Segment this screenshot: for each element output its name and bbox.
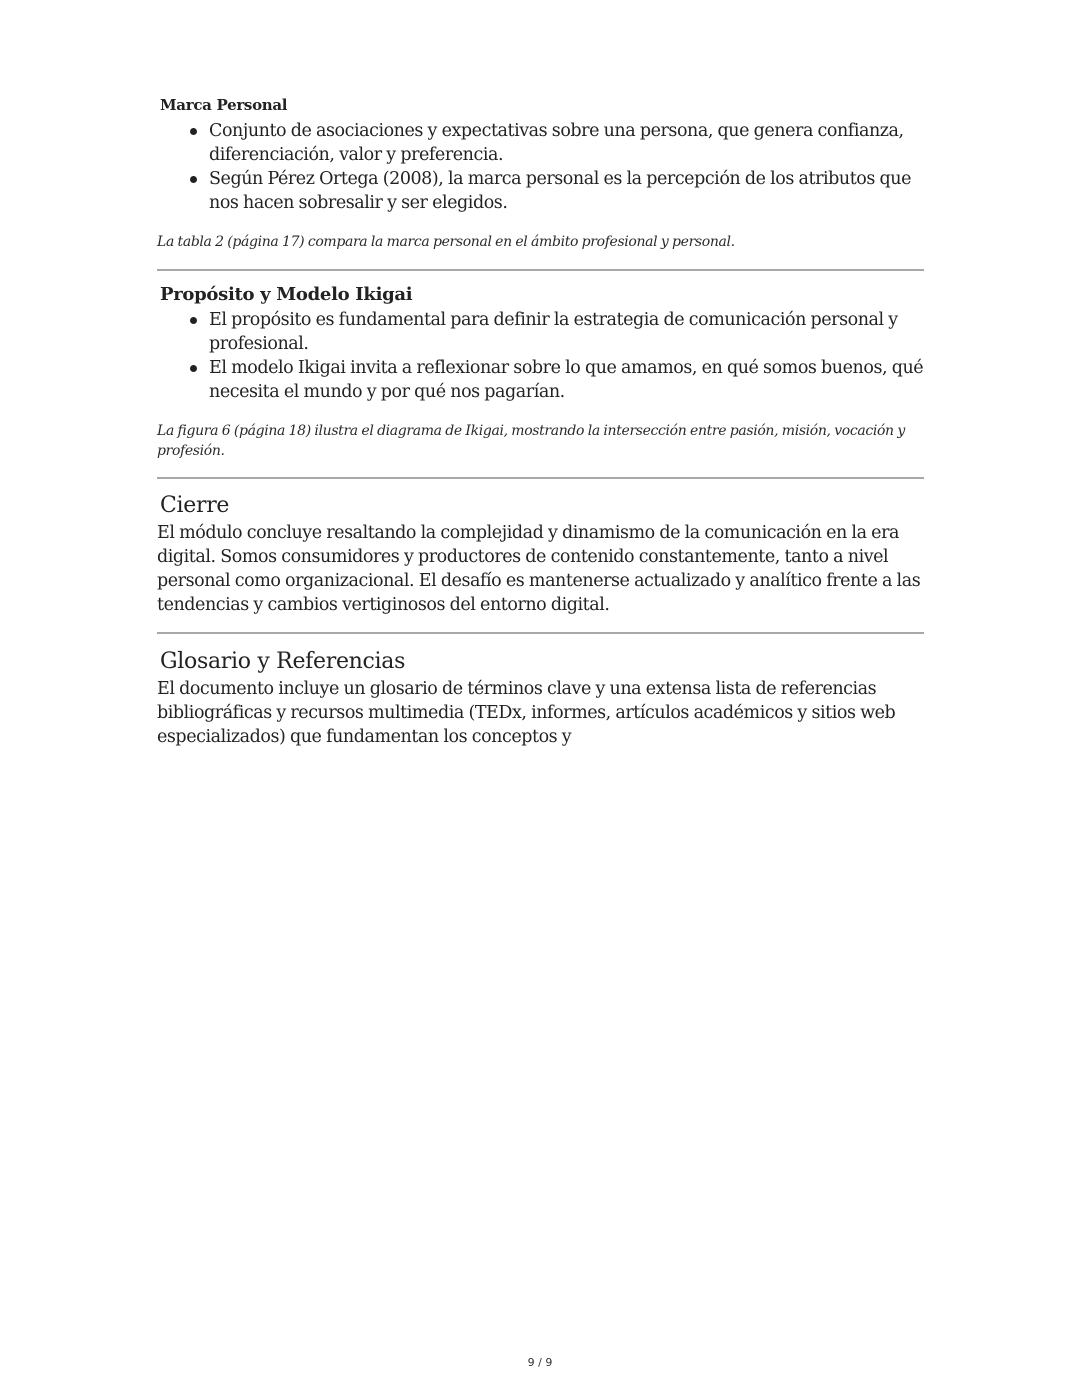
figure-caption: La figura 6 (página 18) ilustra el diagrama de Ikigai, mostrando la intersección entre pasión, misión, vocación y profesión. [157, 423, 905, 459]
section-heading: Propósito y Modelo Ikigai [160, 284, 413, 305]
section-marca-personal [157, 93, 927, 252]
section-body: El módulo concluye resaltando la complejidad y dinamismo de la comunicación en la era digital. Somos consumidores y productores de contenido constantemente, tanto a nivel personal como organizacional. El desafío es mantenerse actualizado y analítico frente a las tendencias y cambios vertiginosos del entorno digital. [157, 523, 921, 615]
list-item-text: Según Pérez Ortega (2008), la marca personal es la percepción de los atributos que nos hacen sobresalir y ser elegidos. [209, 169, 911, 213]
section-proposito-ikigai [157, 282, 927, 461]
list-item [209, 167, 927, 215]
section-body: El documento incluye un glosario de términos clave y una extensa lista de referencias bibliográficas y recursos multimedia (TEDx, informes, artículos académicos y sitios web especializados) que fundamentan los conceptos y [157, 679, 896, 747]
section-heading: Marca Personal [160, 96, 288, 114]
bullet-icon [190, 176, 197, 183]
section-divider [157, 269, 924, 271]
bullet-list [157, 308, 927, 404]
section-divider [157, 477, 924, 479]
section-heading: Glosario y Referencias [160, 649, 406, 674]
figure-caption: La tabla 2 (página 17) compara la marca personal en el ámbito profesional y personal. [157, 234, 735, 250]
bullet-icon [190, 317, 197, 324]
list-item [209, 356, 927, 404]
section-glosario-referencias [157, 647, 927, 749]
section-divider [157, 632, 924, 634]
list-item [209, 119, 927, 167]
bullet-icon [190, 365, 197, 372]
list-item-text: El propósito es fundamental para definir la estrategia de comunicación personal y profesional. [209, 310, 898, 354]
section-heading: Cierre [160, 493, 230, 518]
list-item-text: El modelo Ikigai invita a reflexionar sobre lo que amamos, en qué somos buenos, qué necesita el mundo y por qué nos pagarían. [209, 358, 924, 402]
bullet-list [157, 119, 927, 215]
page-number: 9 / 9 [527, 1356, 553, 1369]
list-item [209, 308, 927, 356]
section-cierre [157, 491, 927, 617]
bullet-icon [190, 128, 197, 135]
list-item-text: Conjunto de asociaciones y expectativas sobre una persona, que genera confianza, diferenciación, valor y preferencia. [209, 121, 904, 165]
page-content [157, 93, 927, 749]
